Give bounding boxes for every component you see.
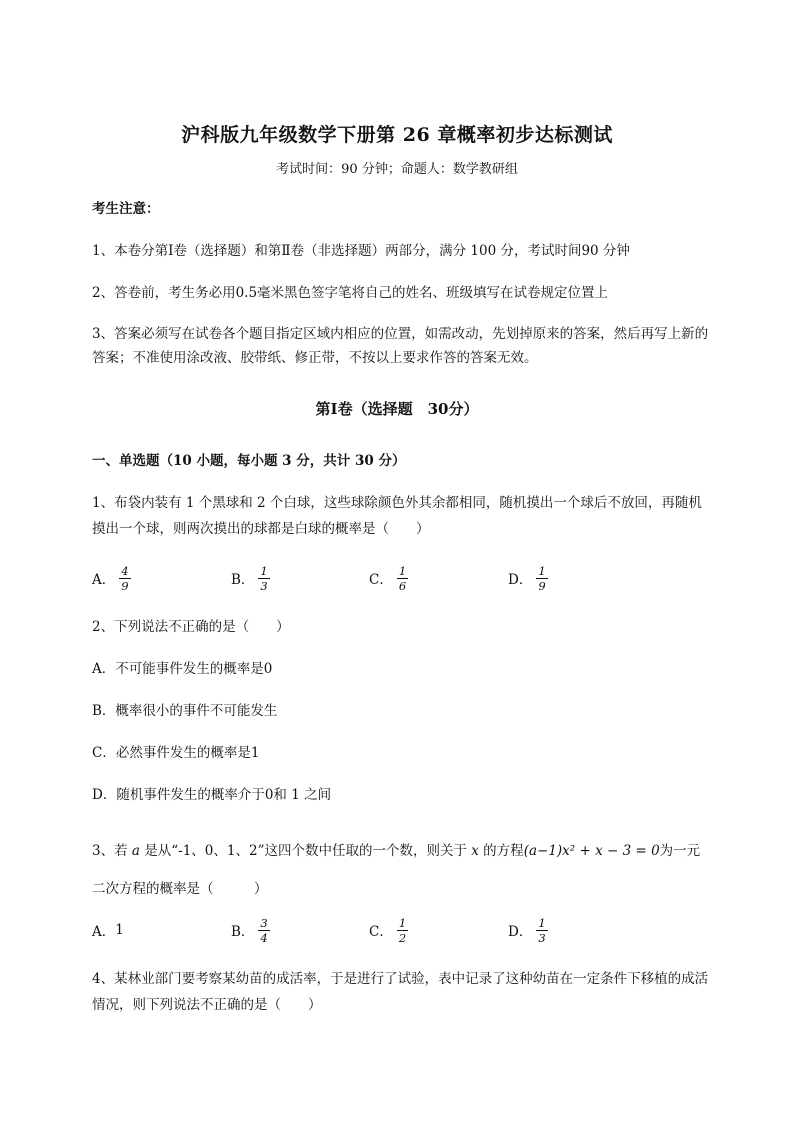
- option-label: C．: [369, 924, 393, 940]
- q3-text-part: 是从“-1、0、1、2”这四个数中任取的一个数，则关于: [139, 843, 472, 859]
- denominator: 3: [538, 930, 546, 945]
- denominator: 6: [398, 578, 407, 593]
- option-b[interactable]: [231, 910, 270, 950]
- denominator: 9: [121, 578, 129, 593]
- question-2-option-d[interactable]: D．随机事件发生的概率介于0和 1 之间: [92, 787, 332, 803]
- option-label: D．: [508, 572, 533, 588]
- numerator: 1: [538, 563, 546, 578]
- equation: (a−1)x² + x − 3 = 0: [523, 843, 660, 859]
- fraction: [258, 564, 269, 593]
- q3-text-part: 为一元二次方程的概率是（ ）: [92, 843, 701, 897]
- option-label: B．: [231, 572, 255, 588]
- variable-a: a: [131, 843, 140, 859]
- numerator: 1: [398, 563, 407, 578]
- notice-item-3: 3、答案必须写在试卷各个题目指定区域内相应的位置，如需改动，先划掉原来的答案，然后再写上新的答案；不准使用涂改液、胶带纸、修正带，不按以上要求作答的答案无效。: [92, 326, 709, 366]
- exam-subtitle: 考试时间：90 分钟；命题人：数学教研组: [276, 162, 518, 177]
- denominator: 3: [260, 578, 268, 593]
- part-title: 一、单选题（10 小题，每小题 3 分，共计 30 分）: [92, 453, 406, 469]
- question-3-options: [92, 910, 712, 950]
- question-4-text: 4、某林业部门要考察某幼苗的成活率，于是进行了试验，表中记录了这种幼苗在一定条件下移植的成活情况，则下列说法不正确的是（ ）: [92, 971, 709, 1013]
- notice-item-2: 2、答卷前，考生务必用0.5毫米黑色签字笔将自己的姓名、班级填写在试卷规定位置上: [92, 285, 609, 301]
- option-label: A．: [92, 924, 116, 940]
- fraction: [397, 564, 408, 593]
- q3-text-part: 的方程: [478, 843, 524, 859]
- option-b[interactable]: [231, 558, 270, 598]
- page-title: 沪科版九年级数学下册第 26 章概率初步达标测试: [181, 124, 613, 146]
- notice-item-1: 1、本卷分第Ⅰ卷（选择题）和第Ⅱ卷（非选择题）两部分，满分 100 分，考试时间90 分钟: [92, 243, 630, 259]
- option-label: B．: [231, 924, 255, 940]
- q3-text-part: 3、若: [92, 843, 132, 859]
- denominator: 9: [538, 578, 546, 593]
- numerator: 4: [121, 563, 129, 578]
- fraction: [119, 564, 130, 593]
- fraction: [536, 916, 547, 945]
- question-2-option-b[interactable]: B．概率很小的事件不可能发生: [92, 703, 278, 719]
- option-a[interactable]: [92, 558, 131, 598]
- fraction: [397, 916, 408, 945]
- option-c[interactable]: [369, 558, 408, 598]
- fraction: [536, 564, 547, 593]
- option-d[interactable]: [508, 558, 548, 598]
- numerator: 1: [260, 563, 268, 578]
- numerator: 1: [538, 915, 546, 930]
- question-2-text: 2、下列说法不正确的是（ ）: [92, 619, 290, 635]
- option-label: A．: [92, 572, 116, 588]
- numerator: 3: [260, 915, 268, 930]
- numerator: 1: [398, 915, 407, 930]
- option-value: 1: [115, 922, 124, 938]
- question-2-option-a[interactable]: A．不可能事件发生的概率是0: [92, 661, 273, 677]
- option-a[interactable]: [92, 910, 124, 950]
- fraction: [258, 916, 269, 945]
- variable-x: x: [471, 843, 479, 859]
- option-c[interactable]: [369, 910, 408, 950]
- option-label: D．: [508, 924, 533, 940]
- option-d[interactable]: [508, 910, 548, 950]
- section-title: 第Ⅰ卷（选择题 30分）: [315, 400, 479, 418]
- option-label: C．: [369, 572, 393, 588]
- denominator: 2: [398, 930, 407, 945]
- question-3-text: [92, 832, 712, 908]
- question-1-text: 1、布袋内装有 1 个黑球和 2 个白球，这些球除颜色外其余都相同，随机摸出一个球后不放回，再随机摸出一个球，则两次摸出的球都是白球的概率是（ ）: [92, 495, 702, 537]
- denominator: 4: [260, 930, 268, 945]
- question-1-options: [92, 558, 712, 598]
- question-2-option-c[interactable]: C．必然事件发生的概率是1: [92, 745, 260, 761]
- notice-heading: 考生注意：: [92, 201, 160, 217]
